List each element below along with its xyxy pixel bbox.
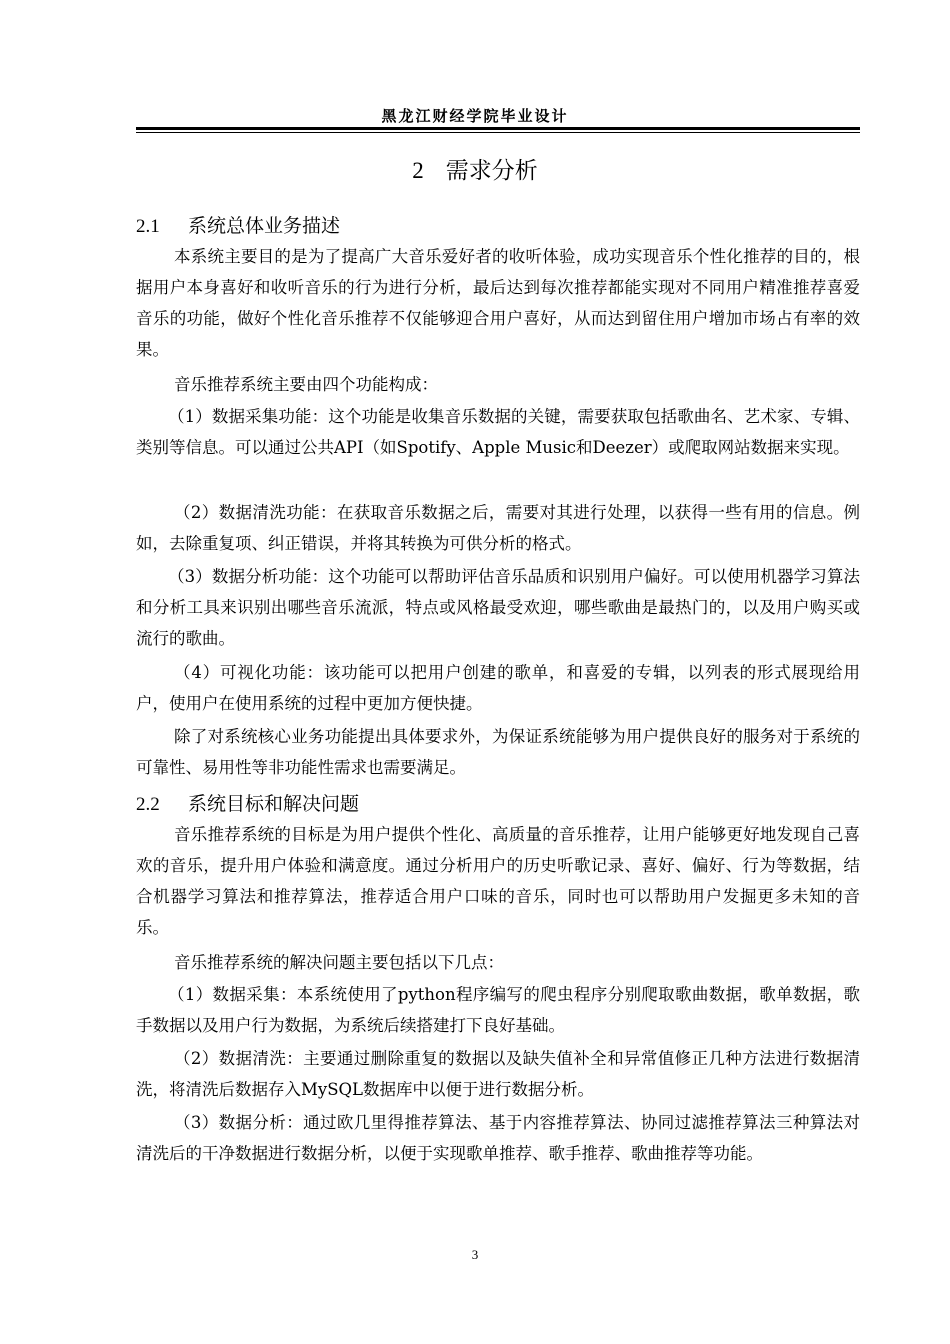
header-rule-thin: [136, 132, 860, 133]
paragraph: （3）数据分析功能：这个功能可以帮助评估音乐品质和识别用户偏好。可以使用机器学习算法和分析工具来识别出哪些音乐流派，特点或风格最受欢迎，哪些歌曲是最热门的，以及用户购买或流行的歌曲。: [136, 567, 860, 648]
section-heading-2-1: [136, 211, 340, 238]
chapter-title: 需求分析: [445, 158, 538, 184]
paragraph: 音乐推荐系统主要由四个功能构成：: [174, 375, 438, 394]
paragraph: （1）数据采集：本系统使用了python程序编写的爬虫程序分别爬取歌曲数据，歌单数据，歌手数据以及用户行为数据，为系统后续搭建打下良好基础。: [136, 985, 860, 1035]
running-header: 黑龙江财经学院毕业设计: [381, 107, 569, 125]
paragraph: （2）数据清洗功能：在获取音乐数据之后，需要对其进行处理，以获得一些有用的信息。例如，去除重复项、纠正错误，并将其转换为可供分析的格式。: [136, 503, 860, 553]
chapter-heading: [0, 152, 950, 185]
page-number: 3: [471, 1247, 479, 1262]
paragraph: （2）数据清洗：主要通过删除重复的数据以及缺失值补全和异常值修正几种方法进行数据清洗，将清洗后数据存入MySQL数据库中以便于进行数据分析。: [136, 1049, 860, 1099]
section-number: 2.2: [136, 794, 160, 815]
paragraph: （1）数据采集功能：这个功能是收集音乐数据的关键，需要获取包括歌曲名、艺术家、专辑、类别等信息。可以通过公共API（如Spotify、Apple Music和Deezer）或爬取网站数据来实现。: [136, 407, 860, 457]
header-rule-thick: [136, 127, 860, 130]
paragraph: 本系统主要目的是为了提高广大音乐爱好者的收听体验，成功实现音乐个性化推荐的目的，根据用户本身喜好和收听音乐的行为进行分析，最后达到每次推荐都能实现对不同用户精准推荐喜爱音乐的功能，做好个性化音乐推荐不仅能够迎合用户喜好，从而达到留住用户增加市场占有率的效果。: [136, 247, 860, 359]
paragraph: 音乐推荐系统的解决问题主要包括以下几点：: [174, 953, 504, 972]
section-number: 2.1: [136, 216, 160, 237]
paragraph: 音乐推荐系统的目标是为用户提供个性化、高质量的音乐推荐，让用户能够更好地发现自己喜欢的音乐，提升用户体验和满意度。通过分析用户的历史听歌记录、喜好、偏好、行为等数据，结合机器学习算法和推荐算法，推荐适合用户口味的音乐，同时也可以帮助用户发掘更多未知的音乐。: [136, 825, 860, 937]
section-title: 系统目标和解决问题: [188, 793, 360, 815]
paragraph: （3）数据分析：通过欧几里得推荐算法、基于内容推荐算法、协同过滤推荐算法三种算法对清洗后的干净数据进行数据分析，以便于实现歌单推荐、歌手推荐、歌曲推荐等功能。: [136, 1113, 860, 1163]
section-title: 系统总体业务描述: [188, 215, 341, 237]
chapter-number: 2: [412, 158, 424, 183]
paragraph: （4）可视化功能：该功能可以把用户创建的歌单，和喜爱的专辑，以列表的形式展现给用户，使用户在使用系统的过程中更加方便快捷。: [136, 663, 860, 713]
section-heading-2-2: [136, 789, 359, 816]
paragraph: 除了对系统核心业务功能提出具体要求外，为保证系统能够为用户提供良好的服务对于系统的可靠性、易用性等非功能性需求也需要满足。: [136, 727, 860, 777]
